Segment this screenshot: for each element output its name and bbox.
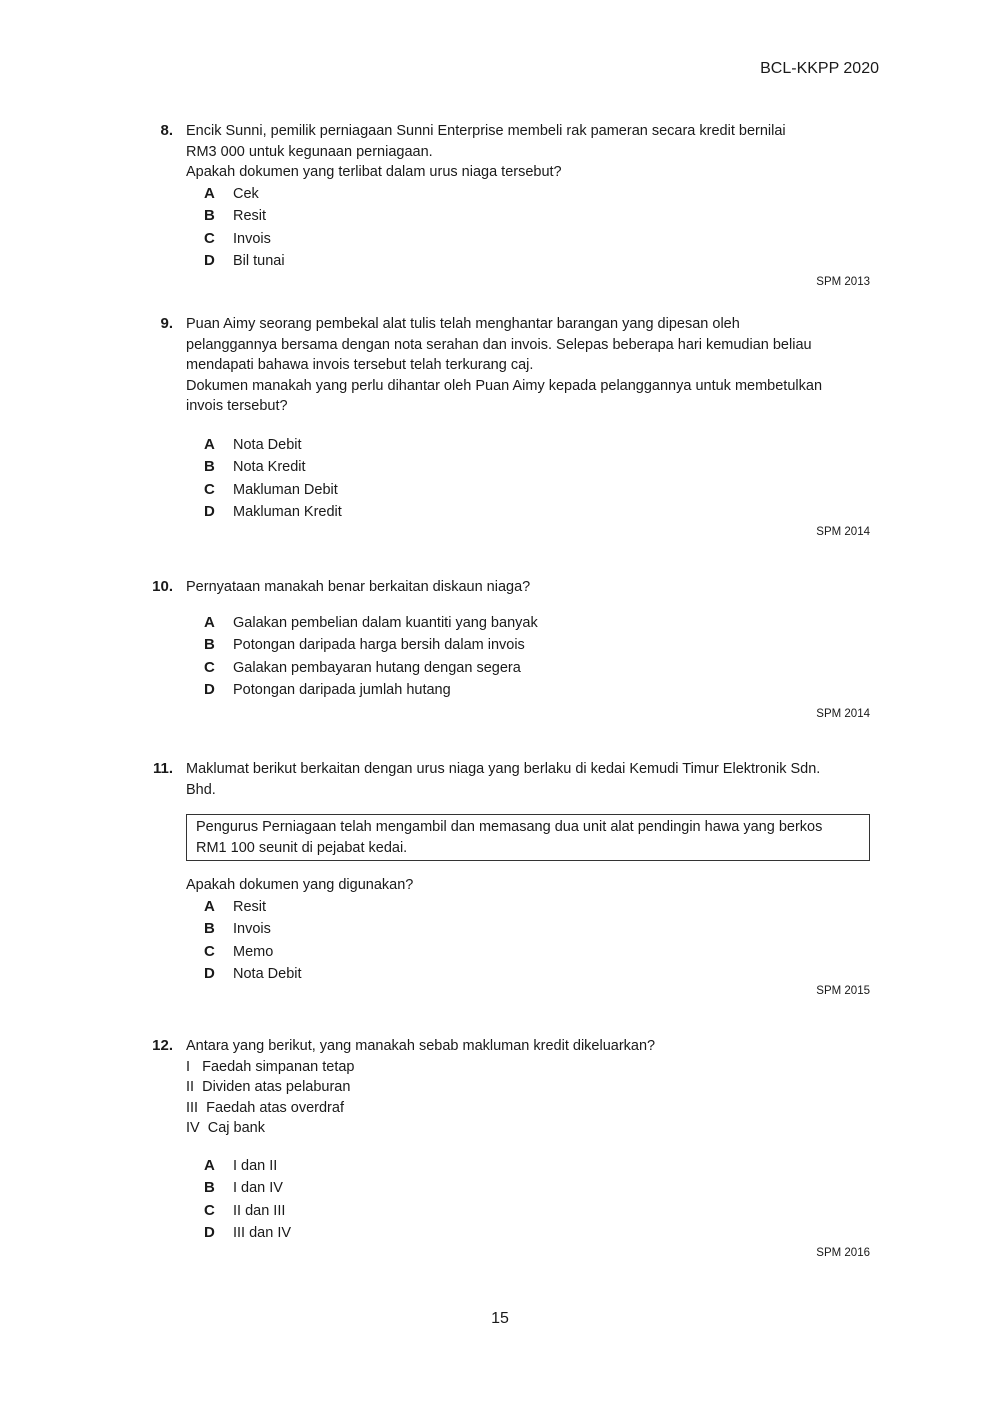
option-d bbox=[204, 963, 870, 986]
question-line: Pernyataan manakah benar berkaitan diskaun niaga? bbox=[186, 579, 531, 595]
option-text: Potongan daripada jumlah hutang bbox=[233, 682, 451, 698]
page-number: 15 bbox=[491, 1310, 509, 1327]
info-box-line: Pengurus Perniagaan telah mengambil dan memasang dua unit alat pendingin hawa yang berkos bbox=[196, 819, 823, 835]
option-letter: D bbox=[204, 965, 215, 982]
option-text: Makluman Kredit bbox=[233, 504, 342, 520]
option-text: I dan II bbox=[233, 1157, 278, 1174]
option-letter: A bbox=[204, 897, 215, 915]
option-letter: A bbox=[204, 613, 215, 631]
question-line: Dokumen manakah yang perlu dihantar oleh Puan Aimy kepada pelanggannya untuk membetulkan bbox=[186, 377, 823, 394]
document-code: BCL-KKPP 2020 bbox=[760, 60, 879, 77]
option-letter: C bbox=[204, 229, 215, 247]
options-list bbox=[204, 896, 870, 986]
question-number: 10. bbox=[152, 578, 173, 595]
option-text: Resit bbox=[233, 898, 267, 915]
option-letter: D bbox=[204, 503, 215, 520]
option-text: Memo bbox=[233, 943, 274, 960]
question-10 bbox=[145, 577, 870, 720]
option-letter: A bbox=[204, 435, 215, 453]
option-a bbox=[204, 434, 870, 457]
option-text: Resit bbox=[233, 208, 267, 224]
option-letter: C bbox=[204, 942, 215, 960]
statement-item: I Faedah simpanan tetap bbox=[186, 1058, 355, 1075]
info-box bbox=[186, 814, 870, 861]
option-text: Galakan pembelian dalam kuantiti yang banyak bbox=[233, 614, 538, 631]
statement-item: IV Caj bank bbox=[186, 1120, 265, 1136]
option-letter: D bbox=[204, 252, 215, 269]
question-9 bbox=[145, 314, 870, 538]
question-line: mendapati bahawa invois tersebut telah terkurang caj. bbox=[186, 357, 534, 373]
exam-source: SPM 2016 bbox=[816, 1247, 870, 1259]
option-a bbox=[204, 612, 870, 635]
option-letter: D bbox=[204, 1224, 215, 1241]
option-text: Invois bbox=[233, 230, 271, 247]
options-list bbox=[204, 1155, 870, 1245]
option-text: Potongan daripada harga bersih dalam invois bbox=[233, 637, 525, 653]
question-number: 9. bbox=[160, 315, 173, 332]
option-letter: C bbox=[204, 480, 215, 498]
option-b bbox=[204, 918, 870, 941]
option-a bbox=[204, 1155, 870, 1178]
option-text: Nota Debit bbox=[233, 966, 302, 982]
option-c bbox=[204, 941, 870, 964]
option-d bbox=[204, 250, 870, 273]
question-line: pelanggannya bersama dengan nota serahan dan invois. Selepas beberapa hari kemudian beliau bbox=[186, 336, 812, 353]
option-letter: B bbox=[204, 636, 215, 653]
option-b bbox=[204, 456, 870, 479]
question-line: RM3 000 untuk kegunaan perniagaan. bbox=[186, 143, 433, 160]
question-line: Apakah dokumen yang terlibat dalam urus niaga tersebut? bbox=[186, 164, 562, 180]
exam-source: SPM 2015 bbox=[816, 985, 870, 997]
info-box-line: RM1 100 seunit di pejabat kedai. bbox=[196, 839, 408, 856]
option-c bbox=[204, 228, 870, 251]
question-number: 8. bbox=[160, 122, 173, 139]
option-letter: B bbox=[204, 458, 215, 475]
option-text: Invois bbox=[233, 921, 271, 937]
question-11 bbox=[145, 759, 870, 997]
question-line: Maklumat berikut berkaitan dengan urus niaga yang berlaku di kedai Kemudi Timur Elektronik Sdn. bbox=[186, 761, 821, 777]
option-text: Nota Debit bbox=[233, 436, 302, 453]
exam-source: SPM 2014 bbox=[816, 708, 870, 720]
statement-item: III Faedah atas overdraf bbox=[186, 1099, 344, 1116]
option-d bbox=[204, 679, 870, 702]
statement-item: II Dividen atas pelaburan bbox=[186, 1079, 351, 1095]
option-c bbox=[204, 1200, 870, 1223]
option-text: Bil tunai bbox=[233, 253, 285, 269]
option-letter: B bbox=[204, 207, 215, 224]
option-c bbox=[204, 657, 870, 680]
option-text: Galakan pembayaran hutang dengan segera bbox=[233, 659, 521, 676]
options-list bbox=[204, 434, 870, 524]
option-letter: A bbox=[204, 1156, 215, 1174]
question-number: 11. bbox=[152, 760, 173, 777]
option-text: II dan III bbox=[233, 1202, 286, 1219]
option-a bbox=[204, 896, 870, 919]
option-b bbox=[204, 634, 870, 657]
exam-source: SPM 2013 bbox=[816, 276, 870, 288]
option-a bbox=[204, 183, 870, 206]
option-letter: C bbox=[204, 658, 215, 676]
option-d bbox=[204, 1222, 870, 1245]
question-line: Bhd. bbox=[186, 781, 216, 798]
exam-source: SPM 2014 bbox=[816, 526, 870, 538]
options-list bbox=[204, 183, 870, 273]
option-d bbox=[204, 501, 870, 524]
question-8 bbox=[145, 121, 870, 288]
question-12 bbox=[145, 1036, 870, 1259]
option-b bbox=[204, 1177, 870, 1200]
option-b bbox=[204, 205, 870, 228]
option-letter: D bbox=[204, 681, 215, 698]
question-line: invois tersebut? bbox=[186, 398, 288, 414]
question-line: Antara yang berikut, yang manakah sebab makluman kredit dikeluarkan? bbox=[186, 1038, 656, 1054]
question-line: Encik Sunni, pemilik perniagaan Sunni Enterprise membeli rak pameran secara kredit bernilai bbox=[186, 123, 786, 139]
option-text: I dan IV bbox=[233, 1180, 283, 1196]
option-text: III dan IV bbox=[233, 1225, 292, 1241]
option-letter: A bbox=[204, 184, 215, 202]
option-text: Makluman Debit bbox=[233, 481, 338, 498]
option-letter: B bbox=[204, 1179, 215, 1196]
question-number: 12. bbox=[152, 1037, 173, 1054]
option-text: Cek bbox=[233, 185, 259, 202]
option-text: Nota Kredit bbox=[233, 459, 306, 475]
option-letter: B bbox=[204, 920, 215, 937]
question-prompt: Apakah dokumen yang digunakan? bbox=[186, 877, 414, 893]
statements-list bbox=[186, 1057, 870, 1139]
option-c bbox=[204, 479, 870, 502]
question-line: Puan Aimy seorang pembekal alat tulis telah menghantar barangan yang dipesan oleh bbox=[186, 316, 740, 332]
option-letter: C bbox=[204, 1201, 215, 1219]
options-list bbox=[204, 612, 870, 702]
